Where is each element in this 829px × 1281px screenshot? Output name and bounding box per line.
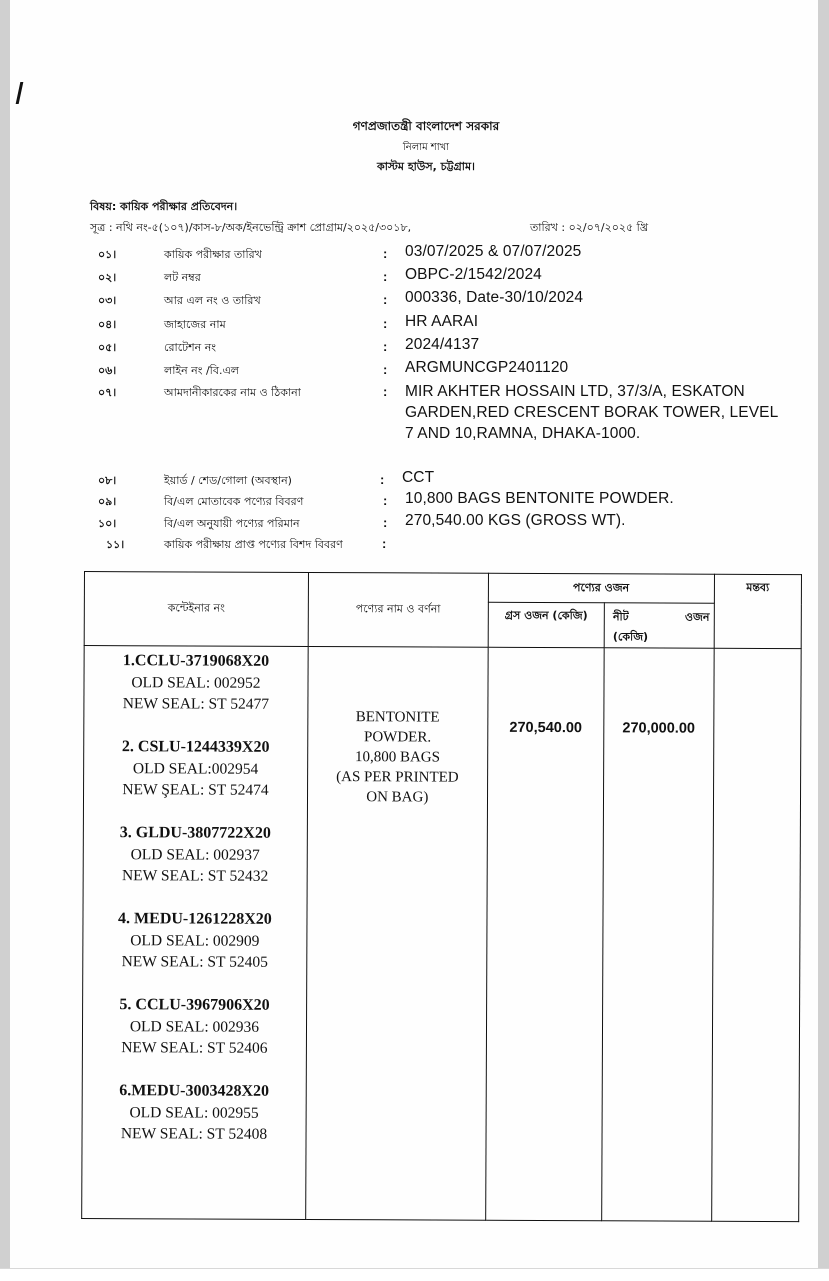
field-label: আর এল নং ও তারিখ (164, 294, 261, 307)
field-row (90, 336, 790, 361)
net-weight-cell: 270,000.00 (602, 648, 714, 1221)
field-separator: : (383, 515, 388, 530)
field-row (90, 313, 790, 338)
header-government: গণপ্রজাতন্ত্রী বাংলাদেশ সরকার (352, 119, 500, 133)
field-row (90, 266, 790, 291)
new-seal: NEW SEAL: ST 52477 (122, 695, 270, 713)
header-weight: পণ্যের ওজন (488, 573, 714, 603)
header-net-weight-unit: (কেজি) (612, 630, 649, 644)
container-entry (84, 650, 307, 715)
field-value: ARGMUNCGP2401120 (405, 359, 569, 376)
field-label: বি/এল মোতাবেক পণ্যের বিবরণ (164, 495, 304, 508)
header-net-weight (604, 603, 714, 648)
field-number: ১০। (98, 517, 117, 530)
container-id: 5. CCLU-3967906X20 (119, 996, 270, 1014)
description-line: ON BAG) (366, 789, 429, 806)
new-seal: NEW SEAL: ST 52408 (120, 1125, 268, 1143)
field-value: 000336, Date-30/10/2024 (405, 289, 584, 306)
field-value: MIR AKHTER HOSSAIN LTD, 37/3/A, ESKATON GARDEN,RED CRESCENT BORAK TOWER, LEVEL 7 AND 10,RAMNA, DHAKA-1000. (405, 383, 778, 442)
field-number: ০৭। (98, 386, 117, 399)
old-seal: OLD SEAL: 002952 (131, 673, 261, 692)
field-label: কায়িক পরীক্ষার তারিখ (164, 248, 262, 261)
header-remarks: মন্তব্য (714, 574, 802, 648)
field-label: আমদানীকারকের নাম ও ঠিকানা (164, 386, 301, 399)
header-net-weight-word1: নীট (612, 610, 629, 624)
field-label: বি/এল অনুযায়ী পণ্যের পরিমান (164, 517, 300, 530)
field-label: লাইন নং /বি.এল (164, 364, 240, 377)
old-seal: OLD SEAL:002954 (132, 759, 259, 778)
container-list-cell (82, 646, 308, 1220)
field-value: 2024/4137 (405, 336, 480, 353)
container-entry (84, 822, 307, 887)
field-row (90, 243, 790, 268)
document-page (10, 0, 818, 1268)
reference-date: তারিখ : ০২/০৭/২০২৫ খ্রি (530, 221, 649, 234)
new-seal: NEW SEAL: ST 52405 (121, 953, 268, 971)
field-separator: : (383, 384, 388, 399)
header-gross-weight: গ্রস ওজন (কেজি) (488, 602, 605, 648)
bottom-margin (0, 1268, 829, 1281)
description-line: POWDER. (363, 729, 432, 746)
field-separator: : (383, 316, 388, 331)
field-label: রোটেশন নং (164, 341, 216, 354)
header-net-weight-word2: ওজন (684, 610, 710, 624)
header-description: পণ্যের নাম ও বর্ণনা (308, 572, 488, 647)
field-number: ০৫। (98, 341, 117, 354)
field-value: CCT (402, 469, 435, 486)
field-number: ০৮। (98, 474, 117, 487)
field-separator: : (383, 269, 388, 284)
container-id: 1.CCLU-3719068X20 (122, 652, 270, 670)
field-label: কায়িক পরীক্ষায় প্রাপ্ত পণ্যের বিশদ বিবরণ (164, 538, 343, 551)
container-entry (83, 908, 306, 973)
field-row (90, 536, 790, 558)
field-label: জাহাজের নাম (164, 318, 226, 331)
goods-description-cell (306, 646, 488, 1220)
field-separator: : (383, 339, 388, 354)
field-row (90, 289, 790, 314)
field-separator: : (383, 246, 388, 261)
field-value: 10,800 BAGS BENTONITE POWDER. (405, 490, 674, 507)
header-container-no: কন্টেইনার নং (84, 572, 308, 647)
field-separator: : (380, 472, 385, 487)
old-seal: OLD SEAL: 002909 (130, 931, 260, 950)
field-number: ০৬। (98, 364, 117, 377)
field-number: ০২। (98, 271, 117, 284)
field-label: লট নম্বর (164, 271, 201, 284)
subject-line: বিষয়: কায়িক পরীক্ষার প্রতিবেদন। (90, 200, 238, 213)
new-seal: NEW SEAL: ST 52432 (121, 867, 269, 885)
field-row (90, 512, 790, 537)
field-separator: : (383, 362, 388, 377)
field-number: ০৩। (98, 294, 117, 307)
remarks-cell (711, 648, 801, 1221)
new-seal: NEW SEAL: ST 52406 (121, 1039, 268, 1057)
description-line: BENTONITE (355, 709, 440, 726)
old-seal: OLD SEAL: 002936 (129, 1017, 260, 1036)
gross-weight-cell: 270,540.00 (485, 647, 604, 1221)
field-number: ০১। (98, 248, 117, 261)
field-number: ০৪। (98, 318, 117, 331)
container-id: 2. CSLU-1244339X20 (121, 738, 270, 756)
header-section: নিলাম শাখা (402, 142, 450, 153)
field-row (90, 384, 790, 468)
description-line: 10,800 BAGS (354, 749, 441, 766)
old-seal: OLD SEAL: 002955 (129, 1103, 259, 1122)
container-entry (84, 736, 307, 801)
field-value: 03/07/2025 & 07/07/2025 (405, 243, 582, 260)
goods-table (81, 571, 802, 1222)
table-header-row (84, 572, 801, 604)
header-office: কাস্টম হাউস, চট্টগ্রাম। (377, 160, 475, 173)
field-number: ১১। (106, 538, 125, 551)
reference-line: সূত্র : নথি নং-৫(১০৭)/কাস-৮/অক/ইনভেন্ট্রি ক্রাশ প্রোগ্রাম/২০২৫/৩০১৮, (90, 221, 412, 234)
container-id: 3. GLDU-3807722X20 (119, 824, 271, 842)
old-seal: OLD SEAL: 002937 (130, 845, 260, 864)
new-seal: NEW ŞEAL: ST 52474 (122, 781, 269, 799)
scan-artifact (16, 82, 32, 104)
field-separator: : (382, 536, 387, 551)
field-value: OBPC-2/1542/2024 (405, 266, 542, 283)
field-label: ইয়ার্ড / শেড/গোলা (অবস্থান) (164, 474, 292, 487)
field-separator: : (383, 493, 388, 508)
container-entry (82, 1080, 305, 1145)
container-id: 6.MEDU-3003428X20 (119, 1082, 270, 1100)
field-value: 270,540.00 KGS (GROSS WT). (405, 512, 626, 529)
table-row (82, 646, 801, 1222)
field-value: HR AARAI (405, 313, 479, 330)
field-number: ০৯। (98, 495, 117, 508)
container-id: 4. MEDU-1261228X20 (118, 910, 272, 928)
container-entry (83, 994, 306, 1059)
field-separator: : (383, 292, 388, 307)
description-line: (AS PER PRINTED (336, 769, 459, 786)
